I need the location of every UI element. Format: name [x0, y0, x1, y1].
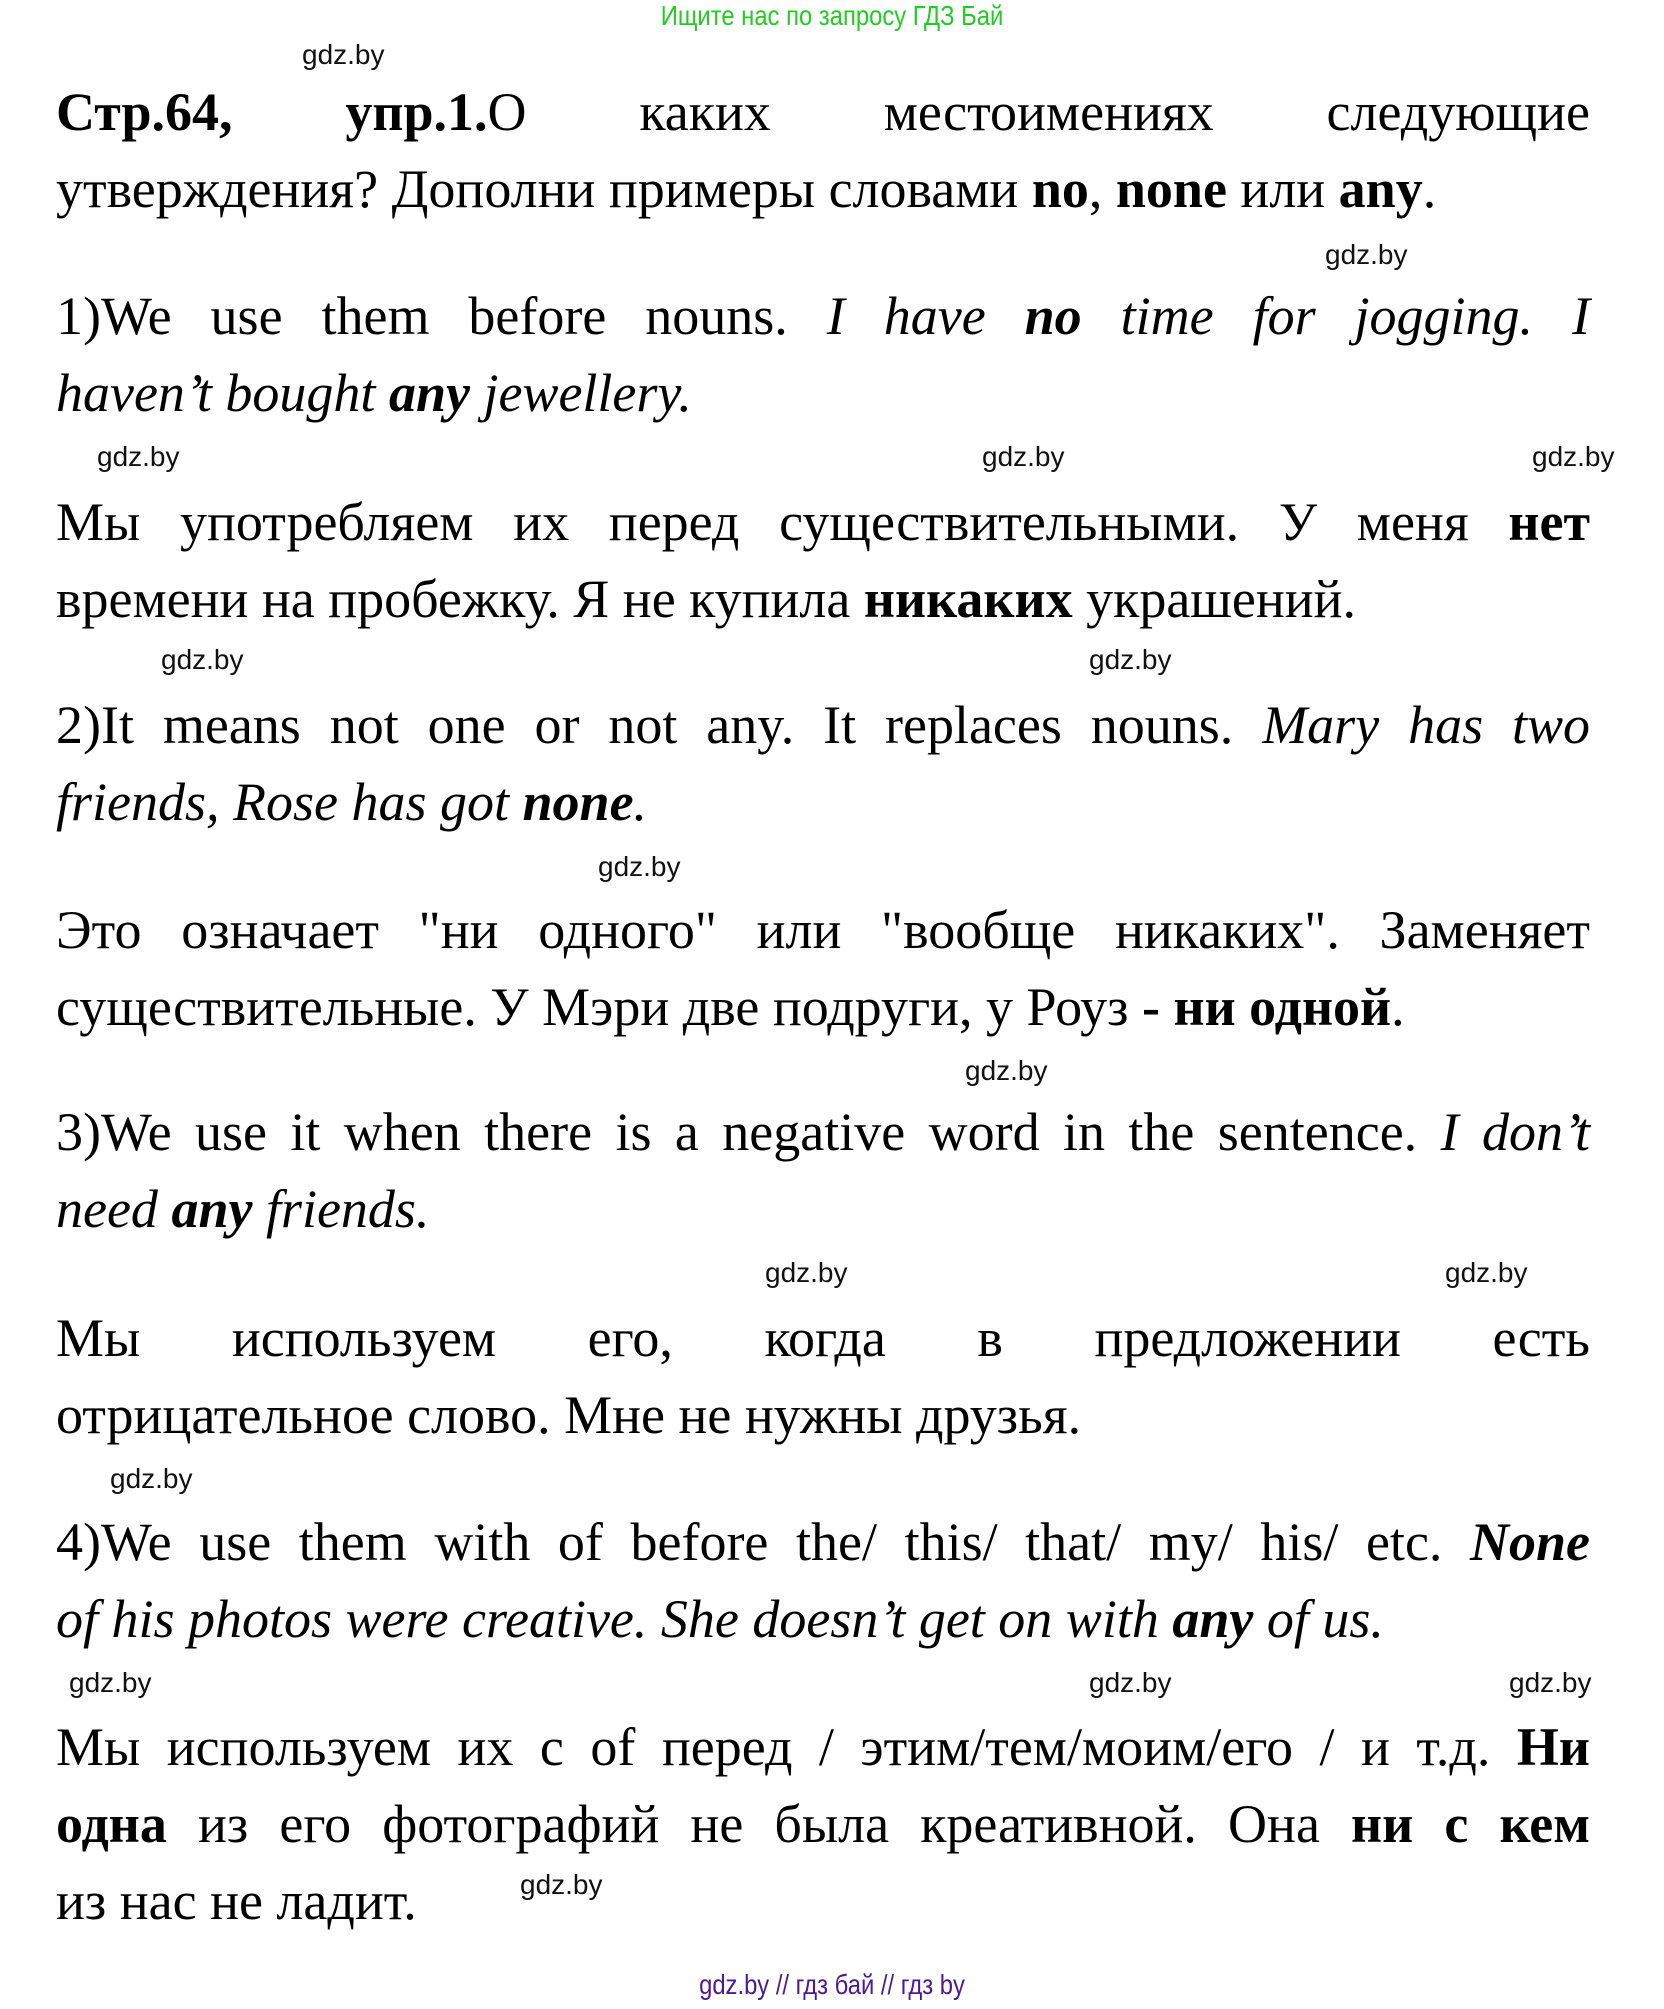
gdz-watermark: gdz.by	[69, 1667, 152, 1698]
italic-text: jewellery.	[469, 363, 692, 423]
italic-text: haven’t bought	[56, 363, 389, 423]
bold-italic-text: None	[1470, 1512, 1590, 1572]
text-line	[56, 484, 1590, 561]
text-run: 1)We use them before nouns.	[56, 286, 827, 346]
gdz-watermark: gdz.by	[302, 39, 385, 70]
gdz-watermark: gdz.by	[1445, 1257, 1528, 1288]
text-line	[56, 1504, 1590, 1581]
text-line	[56, 1171, 429, 1248]
gdz-watermark: gdz.by	[110, 1463, 193, 1494]
item-4-russian	[56, 1709, 1590, 1940]
text-run: 3)We use it when there is a negative word in the sentence.	[56, 1102, 1441, 1162]
gdz-watermark: gdz.by	[1532, 441, 1615, 472]
text-line	[56, 151, 1436, 228]
bold-text: none	[1115, 159, 1227, 219]
text-line	[56, 1863, 417, 1940]
text-run: из нас не ладит.	[56, 1871, 417, 1931]
text-run: существительные. У Мэри две подруги, у Роуз	[56, 977, 1142, 1037]
text-run: .	[1391, 977, 1405, 1037]
bold-text: - ни одной	[1141, 977, 1392, 1037]
bold-text: ни с кем	[1351, 1794, 1590, 1854]
bold-italic-text: no	[1024, 286, 1082, 346]
bold-text: any	[1338, 159, 1423, 219]
italic-text: I have	[826, 286, 1025, 346]
gdz-watermark: gdz.by	[1509, 1667, 1592, 1698]
text-run: .	[1422, 159, 1437, 219]
bold-text: Стр.64,	[56, 82, 346, 142]
italic-text: of his photos were creative. She doesn’t get on with	[56, 1589, 1173, 1649]
text-line	[56, 1094, 1590, 1171]
bold-text: упр.1.	[345, 82, 488, 142]
text-line	[56, 687, 1590, 764]
italic-text: friends.	[252, 1179, 430, 1239]
gdz-watermark: gdz.by	[1325, 239, 1408, 270]
text-run: или	[1226, 159, 1339, 219]
italic-text: Mary has two	[1262, 695, 1590, 755]
text-run: Мы используем их с of перед / этим/тем/моим/его / и т.д.	[56, 1717, 1517, 1777]
text-run: Мы используем его, когда в предложении есть	[56, 1308, 1590, 1368]
item-4-english	[56, 1504, 1590, 1658]
text-line	[56, 1709, 1590, 1786]
italic-text: of us.	[1253, 1589, 1384, 1649]
gdz-watermark: gdz.by	[598, 851, 681, 882]
text-run: 2)It means not one or not any. It replaces nouns.	[56, 695, 1263, 755]
gdz-watermark: gdz.by	[1089, 1667, 1172, 1698]
gdz-watermark: gdz.by	[161, 644, 244, 675]
footer-watermark: gdz.by // гдз бай // гдз by	[699, 1969, 965, 2000]
text-line	[56, 355, 692, 432]
italic-text: time for jogging. I	[1081, 286, 1590, 346]
text-run: Мы употребляем их перед существительными. У меня	[56, 492, 1509, 552]
item-3-english	[56, 1094, 1590, 1248]
search-hint-banner: Ищите нас по запросу ГДЗ Бай	[660, 0, 1004, 31]
text-line	[56, 1300, 1590, 1377]
text-run: утверждения? Дополни примеры словами	[56, 159, 1032, 219]
text-run: О каких местоимениях следующие	[487, 82, 1590, 142]
gdz-watermark: gdz.by	[965, 1055, 1048, 1086]
italic-text: friends, Rose has got	[56, 772, 523, 832]
item-2-english	[56, 687, 1590, 841]
text-line	[56, 1377, 1081, 1454]
text-run: ,	[1088, 159, 1116, 219]
bold-italic-text: none	[522, 772, 634, 832]
bold-text: никаких	[863, 569, 1073, 629]
gdz-watermark: gdz.by	[520, 1869, 603, 1900]
italic-text: .	[633, 772, 648, 832]
text-line	[56, 1786, 1590, 1863]
gdz-watermark: gdz.by	[1089, 644, 1172, 675]
text-run: отрицательное слово. Мне не нужны друзья.	[56, 1385, 1082, 1445]
text-line	[56, 969, 1405, 1046]
item-1-russian	[56, 484, 1590, 638]
bold-italic-text: any	[171, 1179, 253, 1239]
item-3-russian	[56, 1300, 1590, 1454]
item-1-english	[56, 278, 1590, 432]
gdz-watermark: gdz.by	[982, 441, 1065, 472]
text-line	[56, 1581, 1384, 1658]
text-line	[56, 892, 1590, 969]
bold-text: Ни	[1516, 1717, 1590, 1777]
gdz-watermark: gdz.by	[765, 1257, 848, 1288]
text-run: украшений.	[1072, 569, 1357, 629]
bold-italic-text: any	[388, 363, 470, 423]
bold-text: одна	[56, 1794, 167, 1854]
text-run: времени на пробежку. Я не купила	[56, 569, 864, 629]
item-2-russian	[56, 892, 1590, 1046]
bold-text: no	[1031, 159, 1089, 219]
text-run: Это означает "ни одного" или "вообще никаких". Заменяет	[56, 900, 1590, 960]
gdz-watermark: gdz.by	[97, 441, 180, 472]
bold-text: нет	[1508, 492, 1590, 552]
text-run: из его фотографий не была креативной. Она	[166, 1794, 1352, 1854]
italic-text: I don’t	[1440, 1102, 1590, 1162]
text-line	[56, 74, 1590, 151]
italic-text: need	[56, 1179, 172, 1239]
bold-italic-text: any	[1172, 1589, 1254, 1649]
text-run: 4)We use them with of before the/ this/ that/ my/ his/ etc.	[56, 1512, 1470, 1572]
text-line	[56, 561, 1356, 638]
task-heading	[56, 74, 1590, 228]
text-line	[56, 764, 647, 841]
text-line	[56, 278, 1590, 355]
